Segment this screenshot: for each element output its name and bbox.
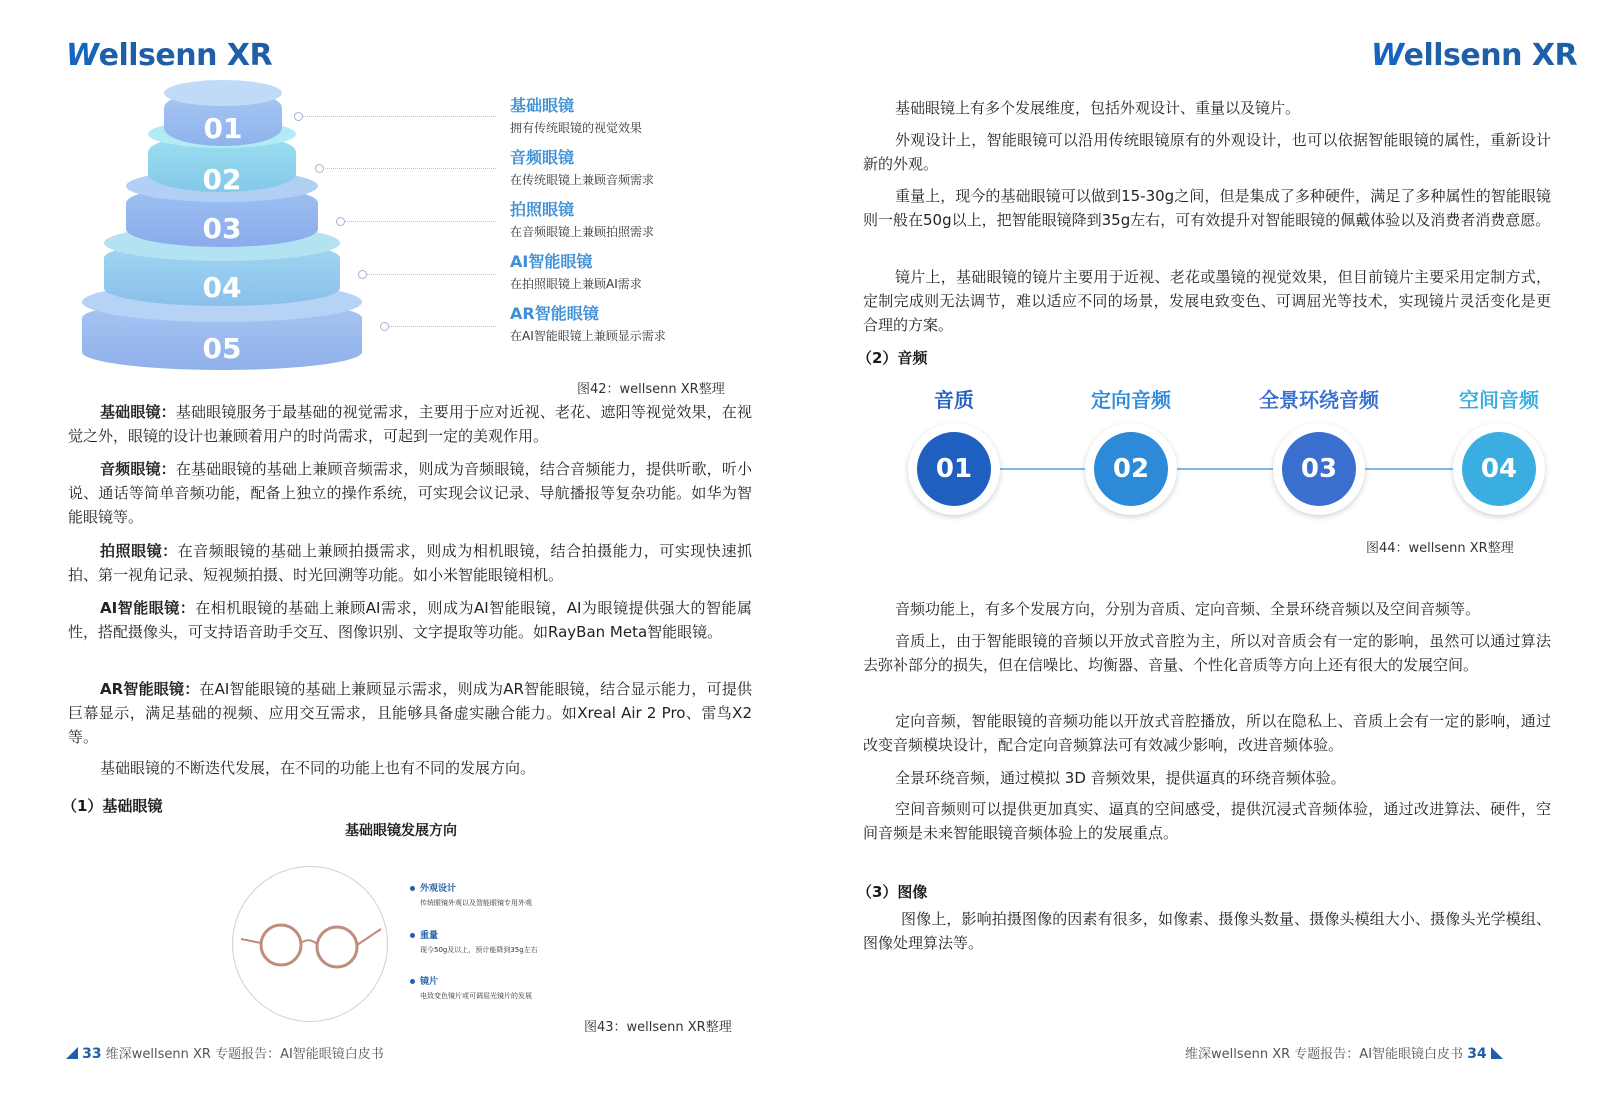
brand-logo: Wellsenn XR xyxy=(1371,38,1578,73)
footer-text: 维深wellsenn XR 专题报告：AI智能眼镜白皮书 xyxy=(105,1047,384,1062)
tier-01-top xyxy=(164,80,282,106)
audio-disc-01: 01 xyxy=(917,432,991,506)
audio-disc-04: 04 xyxy=(1462,432,1536,506)
tier-number-05: 05 xyxy=(202,332,242,365)
audio-connector-line xyxy=(945,468,1485,470)
page-number: 34 xyxy=(1467,1046,1487,1062)
footer-triangle-icon xyxy=(66,1047,78,1059)
tier-number-01: 01 xyxy=(203,112,243,145)
para-weight: 重量上，现今的基础眼镜可以做到15-30g之间，但是集成了多种硬件，满足了多种属性的智能眼镜则一般在50g以上，把智能眼镜降到35g左右，可有效提升对智能眼镜的佩戴体验以及消费者消费意愿。 xyxy=(863,187,1551,229)
audio-title-03: 全景环绕音频 xyxy=(1259,388,1379,412)
level-title-04: AI智能眼镜 xyxy=(510,252,593,271)
level-title-01: 基础眼镜 xyxy=(510,96,575,115)
footer-left xyxy=(66,1043,384,1062)
para-spatial-audio: 空间音频则可以提供更加真实、逼真的空间感受，提供沉浸式音频体验，通过改进算法、硬件，空间音频是未来智能眼镜音频体验上的发展重点。 xyxy=(863,800,1551,842)
brand-logo: Wellsenn XR xyxy=(66,38,273,73)
section-heading-image: （3）图像 xyxy=(857,883,928,901)
figure-42-caption: 图42：wellsenn XR整理 xyxy=(577,382,725,397)
footer-triangle-icon xyxy=(1491,1047,1503,1059)
leader-line xyxy=(323,168,496,170)
para-appearance: 外观设计上，智能眼镜可以沿用传统眼镜原有的外观设计，也可以依据智能眼镜的属性，重新设计新的外观。 xyxy=(863,131,1551,173)
right-page xyxy=(805,0,1610,1099)
audio-title-01: 音质 xyxy=(934,388,974,412)
feature-desc-appearance: 传统眼镜外观以及智能眼镜专用外观 xyxy=(420,899,532,907)
leader-line xyxy=(366,274,496,276)
page-number: 33 xyxy=(82,1046,102,1062)
leader-line xyxy=(302,116,496,118)
para-image: 图像上，影响拍摄图像的因素有很多，如像素、摄像头数量、摄像头模组大小、摄像头光学模组、图像处理算法等。 xyxy=(863,910,1551,952)
leader-line xyxy=(344,221,496,223)
level-title-03: 拍照眼镜 xyxy=(510,200,575,219)
level-desc-03: 在音频眼镜上兼顾拍照需求 xyxy=(510,225,655,239)
feature-bullet xyxy=(410,979,415,984)
tier-number-04: 04 xyxy=(202,271,242,304)
level-desc-04: 在拍照眼镜上兼顾AI需求 xyxy=(510,277,642,291)
feature-title-appearance: 外观设计 xyxy=(420,884,457,894)
audio-disc-03: 03 xyxy=(1282,432,1356,506)
para-audio-quality: 音质上，由于智能眼镜的音频以开放式音腔为主，所以对音质会有一定的影响，虽然可以通过算法去弥补部分的损失，但在信噪比、均衡器、音量、个性化音质等方向上还有很大的发展空间。 xyxy=(863,632,1551,674)
level-desc-02: 在传统眼镜上兼顾音频需求 xyxy=(510,173,655,187)
para-ai-glasses: AI智能眼镜：在相机眼镜的基础上兼顾AI需求，则成为AI智能眼镜，AI为眼镜提供强大的智能属性，搭配摄像头，可支持语音助手交互、图像识别、文字提取等功能。如RayBan Meta智能眼镜。 xyxy=(68,599,752,641)
audio-title-02: 定向音频 xyxy=(1091,388,1171,412)
para-ar-glasses: AR智能眼镜：在AI智能眼镜的基础上兼顾显示需求，则成为AR智能眼镜，结合显示能力，可提供巨幕显示，满足基础的视频、应用交互需求，且能够具备虚实融合能力。如Xreal Air 2 Pro、雷鸟X2等。 xyxy=(68,680,752,746)
glasses-image-frame xyxy=(232,866,388,1022)
feature-bullet xyxy=(410,886,415,891)
feature-title-lens: 镜片 xyxy=(420,977,439,987)
para-dimensions: 基础眼镜上有多个发展维度，包括外观设计、重量以及镜片。 xyxy=(895,99,1301,117)
level-title-05: AR智能眼镜 xyxy=(510,304,599,323)
section-heading-audio: （2）音频 xyxy=(857,349,928,367)
para-iteration: 基础眼镜的不断迭代发展，在不同的功能上也有不同的发展方向。 xyxy=(100,759,536,777)
level-desc-01: 拥有传统眼镜的视觉效果 xyxy=(510,121,643,135)
para-surround-audio: 全景环绕音频，通过模拟 3D 音频效果，提供逼真的环绕音频体验。 xyxy=(895,769,1346,787)
tier-number-03: 03 xyxy=(202,212,242,245)
level-desc-05: 在AI智能眼镜上兼顾显示需求 xyxy=(510,329,666,343)
figure-43-caption: 图43：wellsenn XR整理 xyxy=(584,1020,732,1035)
para-camera-glasses: 拍照眼镜：在音频眼镜的基础上兼顾拍摄需求，则成为相机眼镜，结合拍摄能力，可实现快速抓拍、第一视角记录、短视频拍摄、时光回溯等功能。如小米智能眼镜相机。 xyxy=(68,542,752,584)
level-title-02: 音频眼镜 xyxy=(510,148,575,167)
audio-disc-02: 02 xyxy=(1094,432,1168,506)
feature-bullet xyxy=(410,933,415,938)
figure-44-caption: 图44：wellsenn XR整理 xyxy=(1366,541,1514,556)
glasses-icon xyxy=(233,867,387,1021)
footer-right xyxy=(1185,1043,1503,1062)
para-basic-glasses: 基础眼镜：基础眼镜服务于最基础的视觉需求，主要用于应对近视、老花、遮阳等视觉效果，在视觉之外，眼镜的设计也兼顾着用户的时尚需求，可起到一定的美观作用。 xyxy=(68,403,752,445)
para-audio-directions: 音频功能上，有多个发展方向，分别为音质、定向音频、全景环绕音频以及空间音频等。 xyxy=(895,600,1481,618)
section-heading-basic: （1）基础眼镜 xyxy=(62,797,163,815)
para-lens: 镜片上，基础眼镜的镜片主要用于近视、老花或墨镜的视觉效果，但目前镜片主要采用定制方式，定制完成则无法调节，难以适应不同的场景，发展电致变色、可调屈光等技术，实现镜片灵活变化是更合理的方案。 xyxy=(863,268,1551,334)
tier-number-02: 02 xyxy=(202,163,242,196)
feature-desc-weight: 现今50g及以上，预计能降到35g左右 xyxy=(420,946,538,954)
footer-text: 维深wellsenn XR 专题报告：AI智能眼镜白皮书 xyxy=(1185,1047,1464,1062)
para-directional-audio: 定向音频，智能眼镜的音频功能以开放式音腔播放，所以在隐私上、音质上会有一定的影响，通过改变音频模块设计，配合定向音频算法可有效减少影响，改进音频体验。 xyxy=(863,712,1551,754)
leader-line xyxy=(388,326,496,328)
audio-title-04: 空间音频 xyxy=(1459,388,1539,412)
feature-title-weight: 重量 xyxy=(420,931,439,941)
para-audio-glasses: 音频眼镜：在基础眼镜的基础上兼顾音频需求，则成为音频眼镜，结合音频能力，提供听歌，听小说、通话等简单音频功能，配备上独立的操作系统，可实现会议记录、导航播报等复杂功能。如华为智能眼镜等。 xyxy=(68,460,752,526)
figure-43-title: 基础眼镜发展方向 xyxy=(345,823,457,839)
feature-desc-lens: 电致变色镜片或可调屈光镜片的发展 xyxy=(420,992,532,1000)
